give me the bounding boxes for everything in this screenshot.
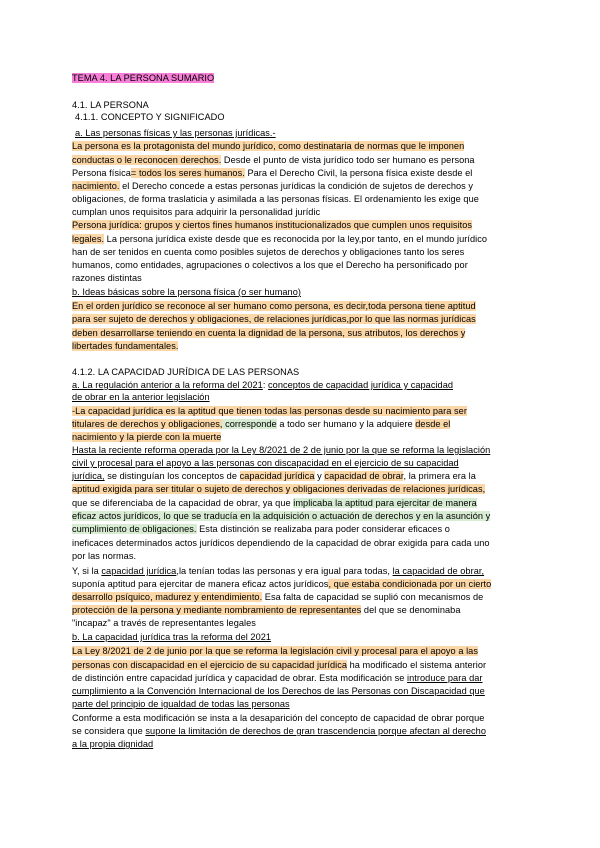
highlight-orange: desarrollo psíquico, madurez y entendimiento. — [72, 592, 263, 602]
paragraph-line: humanos, como entidades, agrupaciones o colectivos a los que el Derecho ha personificado por — [72, 260, 468, 270]
paragraph-line — [72, 167, 472, 179]
text-run: del que se denominaba — [361, 605, 461, 615]
text-run: ,la tenían todas las personas y era igual para todas, — [176, 566, 393, 576]
text-run: que se diferenciaba de la capacidad de obrar, ya que — [72, 498, 294, 508]
paragraph-line — [72, 154, 475, 166]
text-run: de distinción entre capacidad jurídica y capacidad de obrar. Esta modificación se — [72, 673, 408, 683]
text-run: Desde el punto de vista jurídico todo ser humano es persona — [221, 155, 475, 165]
highlight-orange: capacidad de obrar — [324, 471, 404, 481]
paragraph-line — [72, 219, 472, 231]
text-run: Para el Derecho Civil, la persona física existe desde el — [244, 168, 473, 178]
text-run: supone la limitación de derechos de gran trascendencia porque afectan al derecho — [145, 726, 486, 736]
paragraph-line — [72, 725, 486, 737]
paragraph-line — [72, 523, 450, 535]
paragraph-line: cumplimiento a la Convención Internacional de los Derechos de las Personas con Discapacidad que — [72, 686, 485, 696]
paragraph-line — [72, 340, 178, 352]
heading-4-1-1: 4.1.1. CONCEPTO Y SIGNIFICADO — [75, 112, 225, 122]
document-title-text: TEMA 4. LA PERSONA SUMARIO — [72, 73, 215, 83]
text-run: a. La regulación anterior a la reforma del 2021 — [72, 380, 263, 390]
text-run: conceptos de capacidad jurídica y capacidad — [268, 380, 454, 390]
paragraph-line: ineficaces determinados actos jurídicos dependiendo de la capacidad de obrar exigida para cada uno — [72, 538, 490, 548]
paragraph-line — [72, 405, 467, 417]
document-title — [72, 72, 214, 84]
subheading-b2: b. La capacidad jurídica tras la reforma del 2021 — [72, 632, 272, 642]
paragraph-line — [72, 672, 483, 684]
text-run: y — [314, 471, 325, 481]
highlight-orange: Persona jurídica: grupos y ciertos fines humanos institucionalizados que cumplen unos requisitos — [72, 220, 473, 230]
highlight-orange: desde el — [415, 419, 451, 429]
paragraph-line: Conforme a esta modificación se insta a la desaparición del concepto de capacidad de obrar porque — [72, 713, 485, 723]
paragraph-line — [72, 418, 450, 430]
text-run: la capacidad de obrar, — [392, 566, 485, 576]
paragraph-line — [72, 327, 465, 339]
highlight-orange: = todos los seres humanos. — [130, 168, 245, 178]
highlight-orange: personas con discapacidad en el ejercicio de su capacidad jurídica — [72, 660, 348, 670]
text-run: se considera que — [72, 726, 146, 736]
highlight-green: eficaz actos jurídicos, lo que se traducía en la adquisición o actuación de derechos y en la asunción y — [72, 511, 491, 521]
paragraph-line: Hasta la reciente reforma operada por la Ley 8/2021 de 2 de junio por la que se reforma la legislación — [72, 445, 491, 455]
highlight-orange: deben desarrollarse teniendo en cuenta la dignidad de la persona, sus atributos, los derechos y — [72, 328, 466, 338]
paragraph-line: parte del principio de igualdad de todas las personas — [72, 699, 290, 709]
highlight-orange: La persona es la protagonista del mundo jurídico, como destinataria de normas que le imponen — [72, 141, 465, 151]
paragraph-line — [72, 483, 485, 495]
highlight-orange: La Ley 8/2021 de 2 de junio por la que se reforma la legislación civil y procesal para el apoyo a las — [72, 646, 478, 656]
text-run: Esa falta de capacidad se suplió con mecanismos de — [262, 592, 484, 602]
paragraph-line: civil y procesal para el apoyo a las personas con discapacidad en el ejercicio de su capacidad — [72, 458, 459, 468]
highlight-orange: nacimiento y la pierde con la muerte — [72, 432, 222, 442]
subheading-a2-cont: de obrar en la anterior legislación — [72, 392, 210, 402]
highlight-orange: para ser sujeto de derechos y obligaciones, de relaciones jurídicas,por lo que las normas jurídicas — [72, 314, 476, 324]
highlight-orange: titulares de derechos y obligaciones, — [72, 419, 223, 429]
text-run: el Derecho concede a estas personas jurídicas la condición de sujetos de derechos y — [119, 181, 474, 191]
text-run: , la primera era la — [403, 471, 476, 481]
highlight-green: corresponde — [222, 419, 277, 429]
paragraph-line — [72, 591, 483, 603]
text-run: suponía aptitud para ejercitar de manera eficaz actos jurídicos — [72, 579, 329, 589]
highlight-orange: legales. — [72, 234, 105, 244]
text-run: se distinguían los conceptos de — [104, 471, 240, 481]
paragraph-line: por las normas. — [72, 551, 137, 561]
subheading-a: a. Las personas físicas y las personas jurídicas.- — [75, 128, 276, 138]
paragraph-line: a la propia dignidad — [72, 739, 154, 749]
highlight-orange: aptitud exigida para ser titular o sujeto de derechos y obligaciones derivadas de relaciones jurídicas, — [72, 484, 486, 494]
highlight-green: cumplimiento de obligaciones. — [72, 524, 197, 534]
paragraph-line — [72, 497, 477, 509]
highlight-orange: En el orden jurídico se reconoce al ser humano como persona, es decir,toda persona tiene aptitud — [72, 301, 476, 311]
paragraph-line — [72, 659, 486, 671]
paragraph-line — [72, 604, 461, 616]
paragraph-line: "incapaz" a través de representantes legales — [72, 618, 256, 628]
text-run: Y, si la — [72, 566, 102, 576]
text-run: : — [262, 380, 269, 390]
heading-4-1-2: 4.1.2. LA CAPACIDAD JURÍDICA DE LAS PERSONAS — [72, 367, 300, 377]
paragraph-line — [72, 140, 464, 152]
paragraph-line — [72, 180, 473, 192]
highlight-orange: conductas o le reconocen derechos. — [72, 155, 222, 165]
paragraph-line — [72, 645, 478, 657]
heading-4-1: 4.1. LA PERSONA — [72, 100, 149, 110]
paragraph-line — [72, 300, 476, 312]
text-run: Persona física — [72, 168, 131, 178]
paragraph-line — [72, 578, 491, 590]
highlight-green: implicaba la aptitud para ejercitar de manera — [293, 498, 477, 508]
text-run: ha modificado el sistema anterior — [347, 660, 487, 670]
text-run: jurídica, — [72, 471, 105, 481]
paragraph-line: obligaciones, de forma traslaticia y asimilada a las personas físicas. El ordenamiento les exige que — [72, 194, 479, 204]
subheading-a2 — [72, 379, 453, 391]
paragraph-line — [72, 470, 476, 482]
highlight-orange: libertades fundamentales. — [72, 341, 179, 351]
highlight-orange: nacimiento. — [72, 181, 120, 191]
text-run: La persona jurídica existe desde que es reconocida por la ley,por tanto, en el mundo jurídico — [104, 234, 488, 244]
highlight-orange: -La capacidad jurídica es la aptitud que tienen todas las personas desde su nacimiento para ser — [72, 406, 467, 416]
paragraph-line: cumplan unos requisitos para adquirir la personalidad jurídic — [72, 207, 321, 217]
text-run: Esta distinción se realizaba para poder considerar eficaces o — [196, 524, 450, 534]
paragraph-line — [72, 510, 490, 522]
text-run: capacidad jurídica — [101, 566, 177, 576]
highlight-orange: capacidad jurídica — [239, 471, 315, 481]
highlight-orange: , que estaba condicionada por un cierto — [328, 579, 492, 589]
paragraph-line — [72, 313, 476, 325]
paragraph-line: razones distintas — [72, 273, 142, 283]
paragraph-line — [72, 431, 221, 443]
text-run: a todo ser humano y la adquiere — [276, 419, 416, 429]
highlight-orange: protección de la persona y mediante nombramiento de representantes — [72, 605, 362, 615]
paragraph-line — [72, 565, 484, 577]
subheading-b: b. Ideas básicas sobre la persona física (o ser humano) — [72, 287, 301, 297]
paragraph-line: han de ser tenidos en cuenta como posibles sujetos de derechos y obligaciones tanto los seres — [72, 247, 465, 257]
text-run: introduce para dar — [407, 673, 483, 683]
paragraph-line — [72, 233, 487, 245]
